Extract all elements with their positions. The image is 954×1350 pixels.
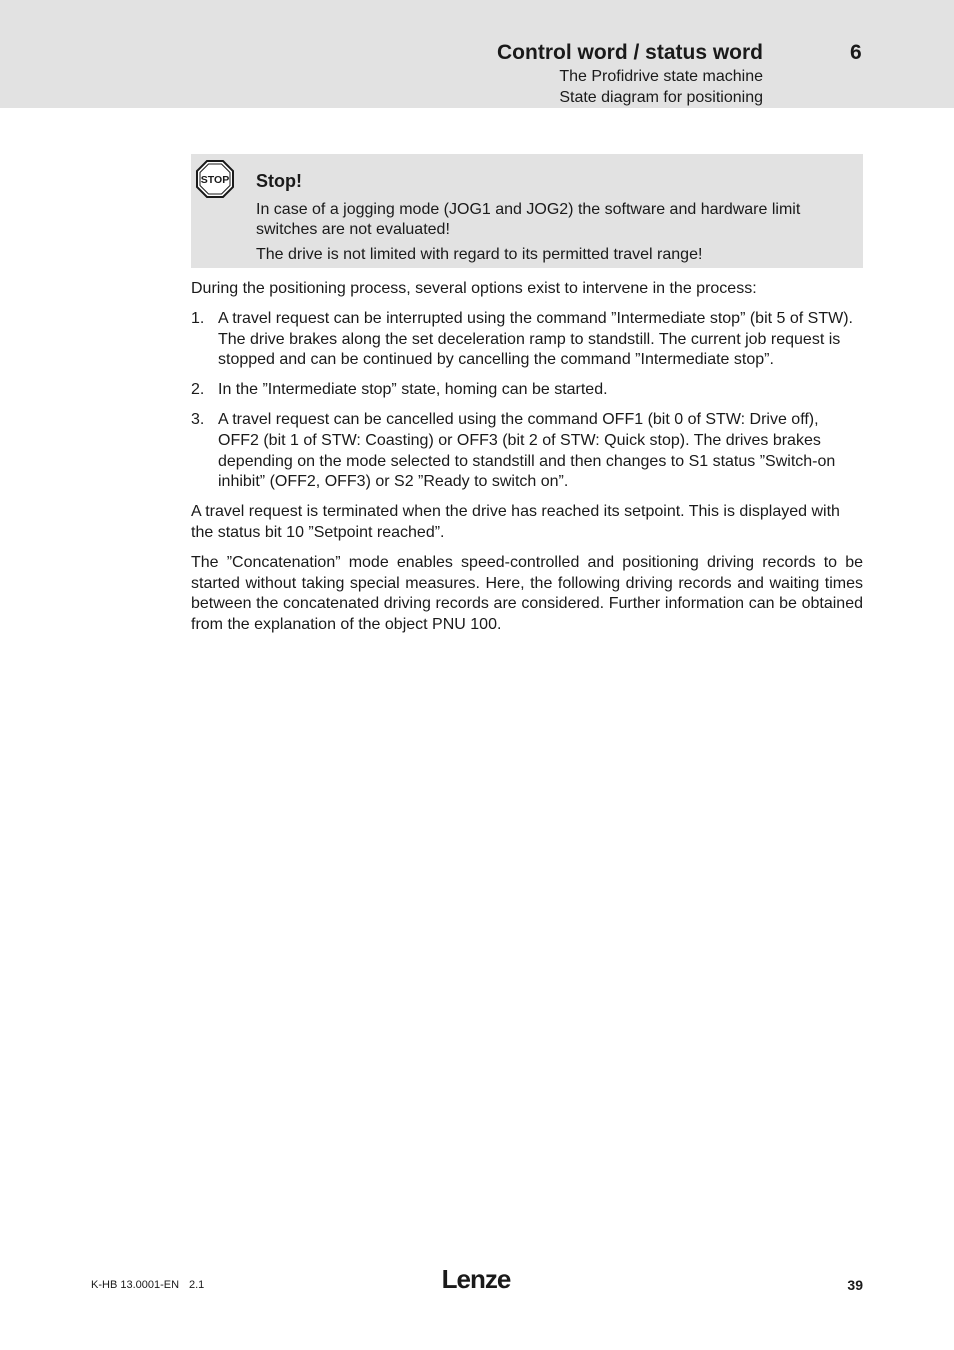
section-subtitle: The Profidrive state machine [559, 68, 763, 85]
list-item-number: 3. [191, 410, 205, 428]
list-item-text: A travel request can be cancelled using the command OFF1 (bit 0 of STW: Drive off), OFF2 (bit 1 of STW: Coasting) or OFF3 (bit 2 of STW: Quick stop). The drives brakes depending on the mode selected to standstill and then changes to S1 status ”Switch-on inhibit” (OFF2, OFF3) or S2 ”Ready to switch on”. [218, 410, 836, 491]
list-item-text: A travel request can be interrupted using the command ”Intermediate stop” (bit 5 of STW). The drive brakes along the set deceleration ramp to standstill. The current job request is stopped and can be continued by cancelling the command ”Intermediate stop”. [218, 309, 853, 369]
main-content [191, 279, 863, 645]
list-item-number: 2. [191, 381, 205, 399]
lenze-logo [436, 1264, 516, 1294]
terminated-paragraph: A travel request is terminated when the drive has reached its setpoint. This is displayed with the status bit 10 ”Setpoint reached”. [191, 503, 840, 541]
warning-text: In case of a jogging mode (JOG1 and JOG2) the software and hardware limit switches are not evaluated! [256, 201, 801, 238]
document-version: 2.1 [189, 1279, 205, 1291]
page-title: Control word / status word [497, 41, 763, 64]
page-number: 39 [847, 1277, 863, 1293]
list-item [191, 309, 863, 371]
chapter-number: 6 [850, 41, 862, 64]
stop-sign-label: STOP [200, 174, 230, 186]
stop-warning-box [191, 154, 863, 268]
list-item-number: 1. [191, 309, 205, 327]
stop-sign-icon [196, 160, 234, 198]
warning-title: Stop! [256, 171, 302, 191]
logo-text: Lenze [441, 1264, 511, 1294]
concatenation-paragraph: The ”Concatenation” mode enables speed-controlled and positioning driving records to be started without taking special measures. Here, the following driving records and waiting times between the concatenated driving records are considered. Further information can be obtained from the explanation of the object PNU 100. [191, 553, 863, 634]
list-item-text: In the ”Intermediate stop” state, homing can be started. [218, 381, 608, 399]
header-band [0, 0, 954, 108]
list-item [191, 380, 863, 401]
intro-paragraph: During the positioning process, several options exist to intervene in the process: [191, 280, 757, 297]
option-list [191, 309, 863, 493]
list-item [191, 410, 863, 493]
warning-text: The drive is not limited with regard to its permitted travel range! [256, 246, 703, 263]
subsection-subtitle: State diagram for positioning [559, 89, 763, 106]
document-id: K-HB 13.0001-EN [91, 1279, 180, 1291]
